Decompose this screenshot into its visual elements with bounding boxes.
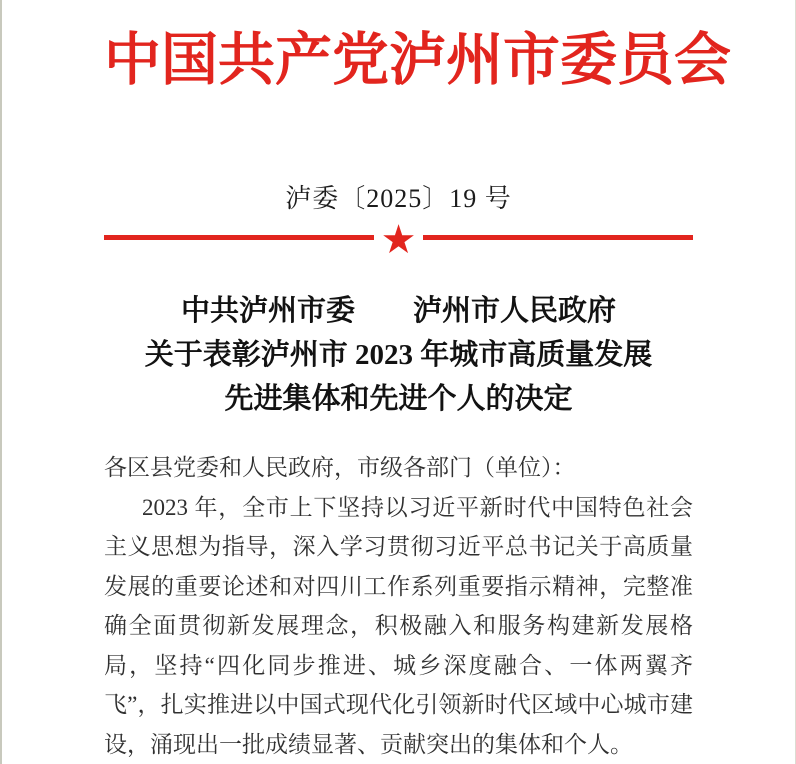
- red-divider: [104, 217, 693, 263]
- document-title-line-1: 中共泸州市委 泸州市人民政府: [180, 295, 616, 327]
- document-title-line-2: 关于表彰泸州市 2023 年城市高质量发展: [144, 339, 653, 371]
- red-rule-right: [423, 235, 693, 240]
- document-body: [104, 448, 693, 764]
- red-star-icon: ★: [380, 217, 417, 263]
- document-title-line-3: 先进集体和先进个人的决定: [224, 383, 573, 415]
- red-rule-left: [104, 235, 374, 240]
- salutation-line: 各区县党委和人民政府，市级各部门（单位）：: [104, 455, 576, 480]
- body-paragraph: 2023 年，全市上下坚持以习近平新时代中国特色社会主义思想为指导，深入学习贯彻习近平总书记关于高质量发展的重要论述和对四川工作系列重要指示精神，完整准确全面贯彻新发展理念，积极融入和服务构建新发展格局，坚持“四化同步推进、城乡深度融合、一体两翼齐飞”，扎实推进以中国式现代化引领新时代区域中心城市建设，涌现出一批成绩显著、贡献突出的集体和个人。: [104, 494, 693, 757]
- document-title: [104, 289, 693, 421]
- letterhead-org-name: 中国共产党泸州市委员会: [104, 29, 731, 92]
- document-number: 泸委〔2025〕19 号: [285, 184, 512, 213]
